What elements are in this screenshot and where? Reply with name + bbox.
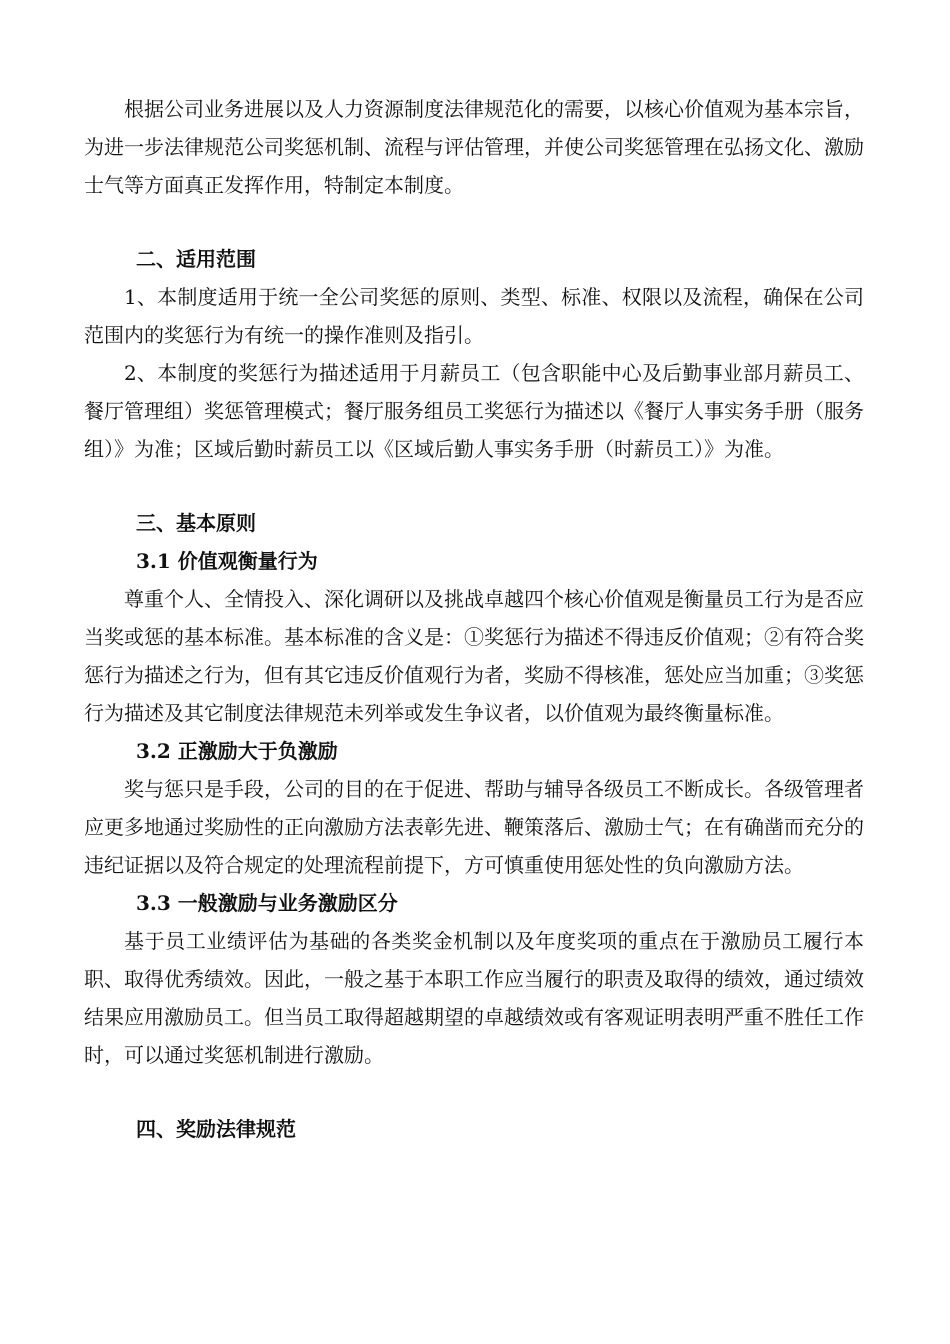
intro-paragraph: 根据公司业务进展以及人力资源制度法律规范化的需要，以核心价值观为基本宗旨，为进一步法律规范公司奖惩机制、流程与评估管理，并使公司奖惩管理在弘扬文化、激励士气等方面真正发挥作用，特制定本制度。: [84, 97, 864, 197]
spacer: [84, 468, 864, 504]
subsection-3-1-text: 尊重个人、全情投入、深化调研以及挑战卓越四个核心价值观是衡量员工行为是否应当奖或惩的基本标准。基本标准的含义是：①奖惩行为描述不得违反价值观；②有符合奖惩行为描述之行为，但有其它违反价值观行为者，奖励不得核准，惩处应当加重；③奖惩行为描述及其它制度法律规范未列举或发生争议者，以价值观为最终衡量标准。: [84, 587, 864, 725]
subsection-heading-3-3: 3.3 一般激励与业务激励区分: [136, 891, 398, 915]
section-heading-scope: 二、适用范围: [136, 247, 256, 271]
document-page: [84, 90, 864, 1148]
subsection-heading-3-1: 3.1 价值观衡量行为: [136, 549, 318, 573]
section-heading-principles: 三、基本原则: [136, 511, 256, 535]
section-heading-rewards: 四、奖励法律规范: [136, 1117, 296, 1141]
subsection-3-2-text: 奖与惩只是手段，公司的目的在于促进、帮助与辅导各级员工不断成长。各级管理者应更多地通过奖励性的正向激励方法表彰先进、鞭策落后、激励士气；在有确凿而充分的违纪证据以及符合规定的处理流程前提下，方可慎重使用惩处性的负向激励方法。: [84, 777, 864, 877]
scope-paragraph-2: 2、本制度的奖惩行为描述适用于月薪员工（包含职能中心及后勤事业部月薪员工、餐厅管理组）奖惩管理模式；餐厅服务组员工奖惩行为描述以《餐厅人事实务手册（服务组）》为准；区域后勤时薪员工以《区域后勤人事实务手册（时薪员工）》为准。: [84, 361, 864, 461]
scope-paragraph-1: 1、本制度适用于统一全公司奖惩的原则、类型、标准、权限以及流程，确保在公司范围内的奖惩行为有统一的操作准则及指引。: [84, 285, 864, 347]
subsection-3-3-text: 基于员工业绩评估为基础的各类奖金机制以及年度奖项的重点在于激励员工履行本职、取得优秀绩效。因此，一般之基于本职工作应当履行的职责及取得的绩效，通过绩效结果应用激励员工。但当员工取得超越期望的卓越绩效或有客观证明表明严重不胜任工作时，可以通过奖惩机制进行激励。: [84, 929, 864, 1067]
spacer: [84, 204, 864, 240]
subsection-heading-3-2: 3.2 正激励大于负激励: [136, 739, 338, 763]
spacer: [84, 1074, 864, 1110]
